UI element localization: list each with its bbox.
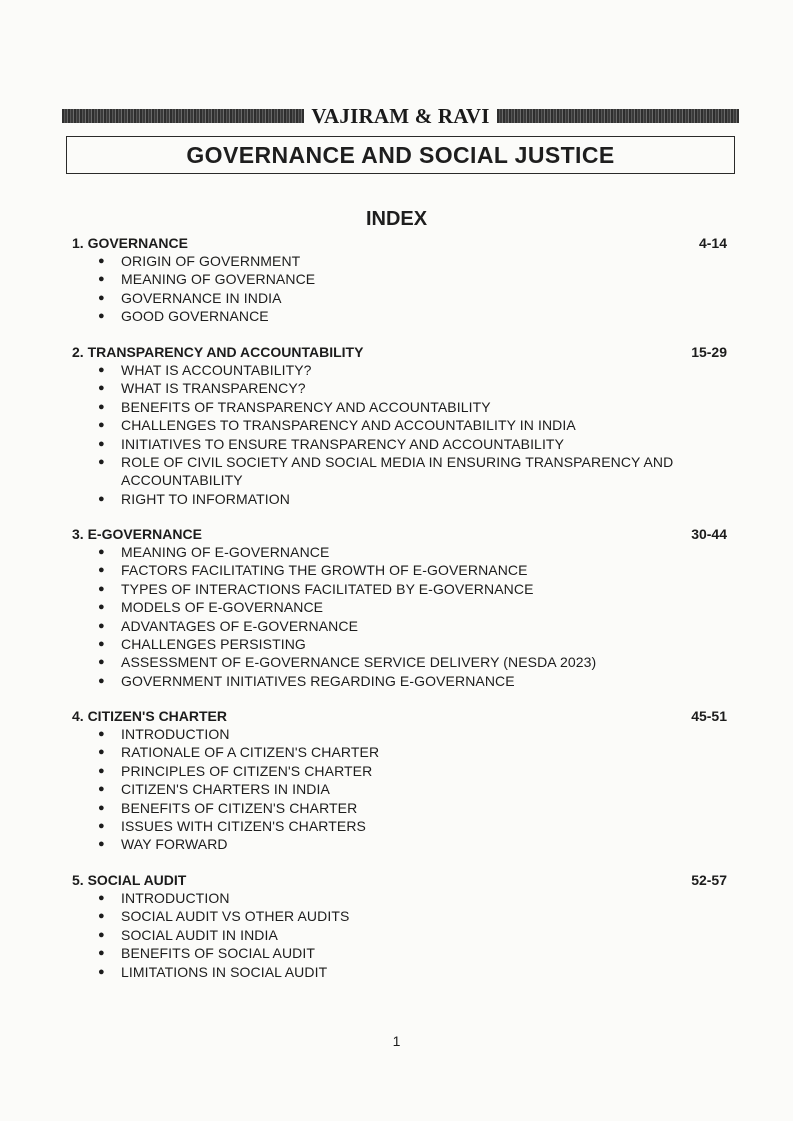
index-section [72, 525, 727, 690]
section-pages: 45-51 [691, 708, 727, 724]
bullet-icon: ● [98, 601, 105, 614]
section-pages: 30-44 [691, 526, 727, 542]
index-item: ● INITIATIVES TO ENSURE TRANSPARENCY AND ACCOUNTABILITY [98, 435, 565, 452]
bullet-icon: ● [98, 728, 105, 740]
bullet-icon: ● [98, 838, 105, 851]
bullet-icon: ● [98, 674, 105, 687]
index-item: ● MODELS OF E-GOVERNANCE [98, 599, 324, 616]
bullet-icon: ● [98, 947, 105, 960]
bullet-icon: ● [98, 764, 105, 777]
index-item: ● FACTORS FACILITATING THE GROWTH OF E-GOVERNANCE [98, 562, 528, 579]
index-item: ● MEANING OF E-GOVERNANCE [98, 544, 330, 560]
index-item: ● BENEFITS OF SOCIAL AUDIT [98, 945, 316, 962]
index-item: ● GOOD GOVERNANCE [98, 308, 269, 325]
section-pages: 15-29 [691, 344, 727, 360]
index-item: ● ADVANTAGES OF E-GOVERNANCE [98, 617, 359, 634]
index-item: ● CHALLENGES PERSISTING [98, 636, 306, 653]
bullet-icon: ● [98, 310, 105, 323]
section-items [72, 252, 727, 326]
bullet-icon: ● [98, 437, 105, 450]
index-item: ● WAY FORWARD [98, 836, 228, 853]
bullet-icon: ● [98, 364, 105, 376]
bullet-icon: ● [98, 746, 105, 759]
index-item: ● GOVERNMENT INITIATIVES REGARDING E-GOVERNANCE [98, 672, 515, 689]
bullet-icon: ● [98, 382, 105, 395]
brand-name: VAJIRAM & RAVI [311, 103, 490, 128]
index-item: ● GOVERNANCE IN INDIA [98, 289, 282, 306]
bullet-icon: ● [98, 546, 105, 558]
page-number: 1 [392, 1033, 401, 1049]
index-item: ● BENEFITS OF TRANSPARENCY AND ACCOUNTABILITY [98, 398, 491, 415]
index-item: ● RATIONALE OF A CITIZEN'S CHARTER [98, 744, 380, 761]
bullet-icon: ● [98, 965, 105, 978]
bullet-icon: ● [98, 656, 105, 669]
bullet-icon: ● [98, 419, 105, 432]
section-heading: 3. E-GOVERNANCE [72, 526, 202, 542]
index-item: ● MEANING OF GOVERNANCE [98, 271, 316, 288]
index-item: ● SOCIAL AUDIT IN INDIA [98, 926, 278, 943]
index-item: ● INTRODUCTION [98, 726, 230, 742]
index-item: ● WHAT IS ACCOUNTABILITY? [98, 362, 312, 378]
index-item: ● ROLE OF CIVIL SOCIETY AND SOCIAL MEDIA IN ENSURING TRANSPARENCY AND ACCOUNTABILITY [98, 454, 674, 489]
bullet-icon: ● [98, 910, 105, 923]
document-title-box [66, 136, 735, 174]
index-section [72, 234, 727, 326]
bullet-icon: ● [98, 820, 105, 833]
document-title: GOVERNANCE AND SOCIAL JUSTICE [186, 141, 615, 168]
index-item: ● TYPES OF INTERACTIONS FACILITATED BY E-GOVERNANCE [98, 580, 534, 597]
index-item: ● ASSESSMENT OF E-GOVERNANCE SERVICE DELIVERY (NESDA 2023) [98, 654, 597, 671]
bullet-icon: ● [98, 492, 105, 505]
index-item: ● RIGHT TO INFORMATION [98, 490, 290, 507]
index-section [72, 707, 727, 854]
index-item: ● CITIZEN'S CHARTERS IN INDIA [98, 781, 330, 798]
bullet-icon: ● [98, 582, 105, 595]
index-item: ● WHAT IS TRANSPARENCY? [98, 380, 306, 397]
index-item: ● CHALLENGES TO TRANSPARENCY AND ACCOUNTABILITY IN INDIA [98, 417, 576, 434]
bullet-icon: ● [98, 928, 105, 941]
bullet-icon: ● [98, 564, 105, 577]
banner-bar-right [497, 109, 739, 123]
section-items [72, 725, 727, 854]
bullet-icon: ● [98, 255, 105, 267]
bullet-icon: ● [98, 892, 105, 904]
header-banner [62, 105, 739, 127]
index-section [72, 871, 727, 981]
index-item: ● ORIGIN OF GOVERNMENT [98, 253, 301, 269]
bullet-icon: ● [98, 783, 105, 796]
section-heading: 1. GOVERNANCE [72, 235, 188, 251]
index-item: ● INTRODUCTION [98, 890, 230, 906]
banner-bar-left [62, 109, 304, 123]
section-heading: 2. TRANSPARENCY AND ACCOUNTABILITY [72, 344, 364, 360]
section-items [72, 543, 727, 690]
bullet-icon: ● [98, 291, 105, 304]
bullet-icon: ● [98, 456, 105, 469]
bullet-icon: ● [98, 273, 105, 286]
index-item: ● ISSUES WITH CITIZEN'S CHARTERS [98, 818, 366, 835]
section-heading: 4. CITIZEN'S CHARTER [72, 708, 228, 724]
index-heading: INDEX [365, 208, 428, 230]
index-section [72, 343, 727, 508]
bullet-icon: ● [98, 400, 105, 413]
index-item: ● BENEFITS OF CITIZEN'S CHARTER [98, 799, 358, 816]
index-item: ● LIMITATIONS IN SOCIAL AUDIT [98, 963, 328, 980]
section-pages: 4-14 [698, 235, 727, 251]
section-pages: 52-57 [691, 872, 727, 888]
section-items [72, 361, 727, 508]
index-item: ● SOCIAL AUDIT VS OTHER AUDITS [98, 908, 350, 925]
bullet-icon: ● [98, 801, 105, 814]
section-heading: 5. SOCIAL AUDIT [72, 872, 187, 888]
index-item: ● PRINCIPLES OF CITIZEN'S CHARTER [98, 762, 373, 779]
bullet-icon: ● [98, 619, 105, 632]
bullet-icon: ● [98, 638, 105, 651]
section-items [72, 889, 727, 981]
